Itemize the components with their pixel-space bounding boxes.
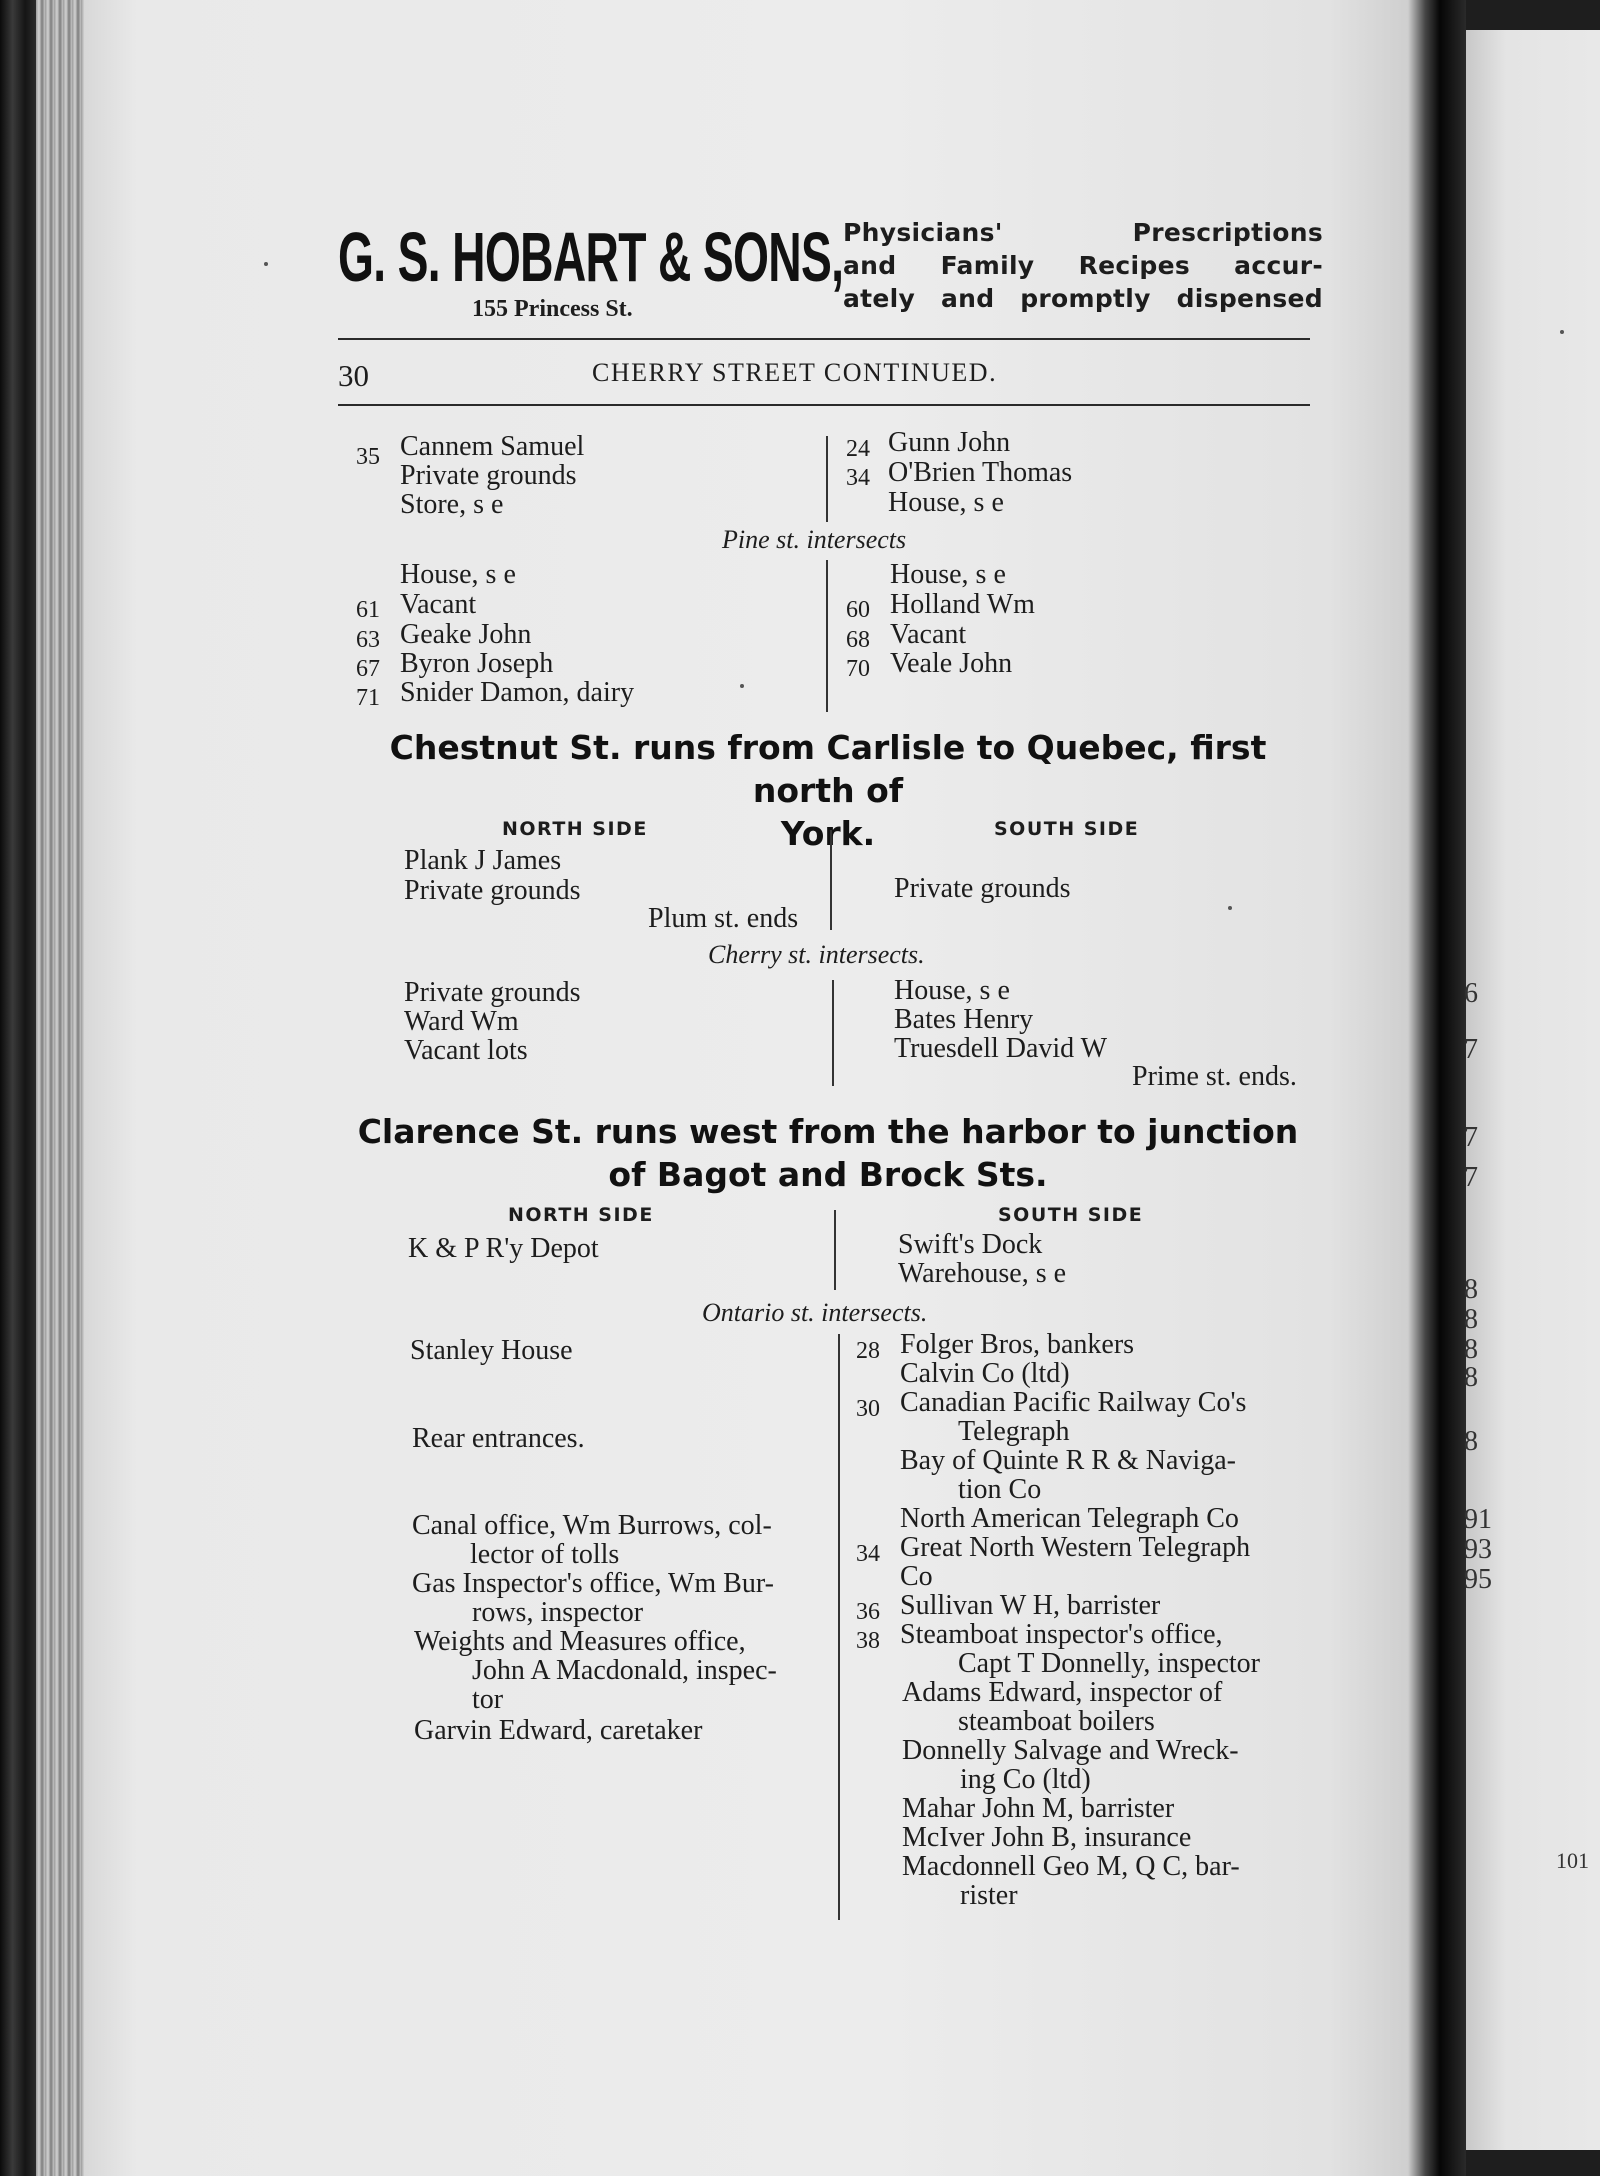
facing-page-fragment: 8	[1464, 1362, 1478, 1393]
house-number: 38	[856, 1628, 880, 1654]
directory-entry: Truesdell David W	[894, 1033, 1108, 1064]
directory-entry: Bates Henry	[894, 1004, 1034, 1035]
directory-entry: Swift's Dock	[898, 1229, 1043, 1260]
facing-page-fragment: 93	[1464, 1534, 1492, 1565]
directory-entry: Mahar John M, barrister	[902, 1793, 1175, 1824]
house-number: 34	[846, 465, 870, 491]
directory-entry: John A Macdonald, inspec-	[472, 1655, 777, 1686]
directory-entry: Folger Bros, bankers	[900, 1329, 1135, 1360]
column-divider	[826, 560, 828, 712]
directory-entry: Private grounds	[404, 977, 581, 1008]
directory-entry: O'Brien Thomas	[888, 457, 1073, 488]
directory-entry: Cannem Samuel	[400, 431, 585, 462]
house-number: 71	[356, 685, 380, 711]
facing-page-fragment: 95	[1464, 1564, 1492, 1595]
directory-entry: Adams Edward, inspector of	[902, 1677, 1223, 1708]
directory-entry: Donnelly Salvage and Wreck-	[902, 1735, 1239, 1766]
directory-entry: North American Telegraph Co	[900, 1503, 1239, 1534]
house-number: 35	[356, 444, 380, 470]
directory-entry: Capt T Donnelly, inspector	[958, 1648, 1260, 1679]
directory-entry: House, s e	[890, 559, 1006, 590]
house-number: 67	[356, 656, 380, 682]
facing-page-fragment: 8	[1464, 1334, 1478, 1365]
house-number: 63	[356, 627, 380, 653]
directory-entry: Private grounds	[400, 460, 577, 491]
facing-page-fragment: 6	[1464, 978, 1478, 1009]
hobart-advertisement	[338, 216, 1323, 326]
column-divider	[832, 980, 834, 1086]
street-end-note: Plum st. ends	[648, 903, 799, 934]
directory-entry: Gas Inspector's office, Wm Bur-	[412, 1568, 774, 1599]
house-number: 70	[846, 656, 870, 682]
business-name: G. S. HOBART & SONS,	[338, 218, 844, 296]
directory-entry: McIver John B, insurance	[902, 1822, 1192, 1853]
facing-page-fragment: 7	[1464, 1162, 1478, 1193]
street-heading	[338, 726, 1318, 855]
directory-entry: rister	[960, 1880, 1018, 1911]
tagline-line: and Family Recipes accur-	[843, 251, 1323, 280]
directory-entry: Rear entrances.	[412, 1423, 585, 1454]
running-head: CHERRY STREET CONTINUED.	[592, 358, 998, 387]
directory-entry: House, s e	[894, 975, 1010, 1006]
street-heading-line: Clarence St. runs west from the harbor to junction	[357, 1112, 1299, 1151]
directory-entry: Vacant lots	[404, 1035, 528, 1066]
directory-entry: Ward Wm	[404, 1006, 519, 1037]
directory-entry: Steamboat inspector's office,	[900, 1619, 1223, 1650]
book-binding	[0, 0, 36, 2176]
house-number: 24	[846, 436, 870, 462]
south-side-label: SOUTH SIDE	[994, 818, 1140, 840]
facing-page-fragment: 8	[1464, 1426, 1478, 1457]
directory-entry: House, s e	[888, 487, 1004, 518]
house-number: 34	[856, 1541, 880, 1567]
street-end-note: Prime st. ends.	[1132, 1061, 1297, 1092]
directory-entry: Garvin Edward, caretaker	[414, 1715, 703, 1746]
ink-speck	[740, 684, 744, 688]
facing-page-fragment: 7	[1464, 1034, 1478, 1065]
facing-page-fragment: 101	[1556, 1848, 1589, 1873]
advertisement-tagline	[843, 216, 1323, 315]
north-side-label: NORTH SIDE	[502, 818, 648, 840]
house-number: 68	[846, 627, 870, 653]
directory-entry: tion Co	[958, 1474, 1042, 1505]
directory-entry: lector of tolls	[470, 1539, 620, 1570]
directory-entry: Sullivan W H, barrister	[900, 1590, 1161, 1621]
directory-entry: K & P R'y Depot	[408, 1233, 599, 1264]
facing-page-fragment: 8	[1464, 1274, 1478, 1305]
house-number: 60	[846, 597, 870, 623]
street-heading	[338, 1110, 1318, 1196]
book-gutter	[1408, 0, 1466, 2176]
directory-entry: Stanley House	[410, 1335, 573, 1366]
directory-entry: Weights and Measures office,	[414, 1626, 746, 1657]
page-number: 30	[338, 358, 369, 393]
directory-entry: Canal office, Wm Burrows, col-	[412, 1510, 772, 1541]
north-side-label: NORTH SIDE	[508, 1204, 654, 1226]
house-number: 61	[356, 597, 380, 623]
directory-entry: tor	[472, 1684, 504, 1715]
directory-entry: Plank J James	[404, 845, 562, 876]
street-heading-line: York.	[780, 814, 876, 853]
facing-page-fragment: 91	[1464, 1504, 1492, 1535]
street-heading-line: of Bagot and Brock Sts.	[608, 1155, 1048, 1194]
ink-speck	[1560, 330, 1564, 334]
column-divider	[830, 830, 832, 930]
tagline-line: Physicians' Prescriptions	[843, 218, 1323, 247]
ink-speck	[1228, 906, 1232, 910]
directory-entry: Vacant	[890, 619, 967, 650]
directory-entry: Private grounds	[894, 873, 1071, 904]
directory-entry: steamboat boilers	[958, 1706, 1155, 1737]
directory-entry: Macdonnell Geo M, Q C, bar-	[902, 1851, 1240, 1882]
facing-page	[1466, 30, 1600, 2150]
directory-entry: House, s e	[400, 559, 516, 590]
intersection-note: Ontario st. intersects.	[702, 1298, 928, 1327]
directory-entry: Store, s e	[400, 489, 504, 520]
tagline-line: ately and promptly dispensed	[843, 284, 1323, 313]
directory-entry: Geake John	[400, 619, 532, 650]
house-number: 28	[856, 1338, 880, 1364]
intersection-note: Cherry st. intersects.	[708, 940, 925, 969]
column-divider	[838, 1334, 840, 1920]
running-head-rule	[338, 404, 1310, 406]
header-rule	[338, 338, 1310, 340]
facing-page-fragment: 7	[1464, 1122, 1478, 1153]
directory-entry: Calvin Co (ltd)	[900, 1358, 1070, 1389]
page-edges	[36, 0, 84, 2176]
directory-entry: Telegraph	[958, 1416, 1070, 1447]
directory-entry: Veale John	[890, 648, 1013, 679]
column-divider	[826, 436, 828, 522]
south-side-label: SOUTH SIDE	[998, 1204, 1144, 1226]
directory-entry: Co	[900, 1561, 933, 1592]
house-number: 30	[856, 1396, 880, 1422]
directory-entry: Byron Joseph	[400, 648, 554, 679]
column-divider	[834, 1210, 836, 1290]
directory-entry: Canadian Pacific Railway Co's	[900, 1387, 1247, 1418]
directory-entry: Snider Damon, dairy	[400, 677, 635, 708]
directory-entry: Warehouse, s e	[898, 1258, 1067, 1289]
directory-entry: Bay of Quinte R R & Naviga-	[900, 1445, 1236, 1476]
house-number: 36	[856, 1599, 880, 1625]
directory-entry: ing Co (ltd)	[960, 1764, 1091, 1795]
directory-entry: Gunn John	[888, 427, 1011, 458]
directory-entry: rows, inspector	[472, 1597, 644, 1628]
directory-entry: Holland Wm	[890, 589, 1035, 620]
directory-entry: Vacant	[400, 589, 477, 620]
directory-entry: Great North Western Telegraph	[900, 1532, 1251, 1563]
facing-page-fragment: 8	[1464, 1304, 1478, 1335]
business-address: 155 Princess St.	[472, 296, 633, 322]
ink-speck	[264, 262, 268, 266]
directory-entry: Private grounds	[404, 875, 581, 906]
intersection-note: Pine st. intersects	[722, 525, 907, 554]
street-heading-line: Chestnut St. runs from Carlisle to Quebec, first north of	[389, 728, 1267, 810]
